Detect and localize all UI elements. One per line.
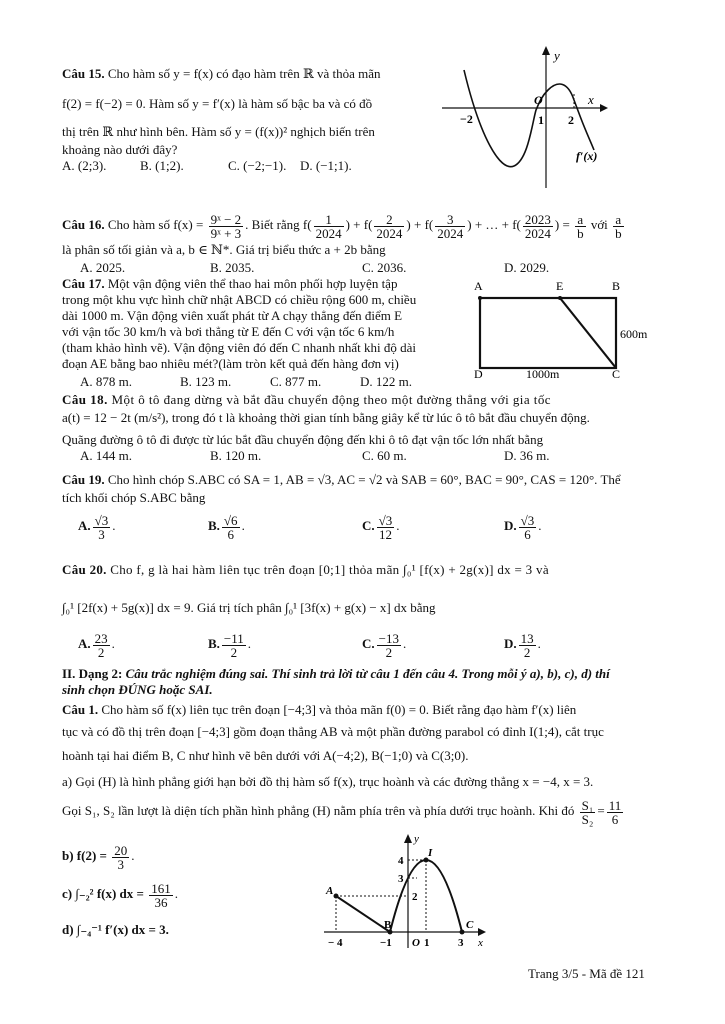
x-axis-arrow [600, 104, 608, 112]
x-label: x [478, 937, 483, 949]
q15-line-3: thị trên ℝ như hình bên. Hàm số y = (f(x))² nghịch biến trên [62, 124, 375, 139]
q18-option-a: A. 144 m. [80, 448, 132, 463]
q16-option-a: A. 2025. [80, 260, 126, 275]
tick-y2: 2 [412, 891, 418, 903]
tick-x3: 3 [458, 937, 464, 949]
q17-label: Câu 17. [62, 276, 105, 291]
p2q1-line-1: Cho hàm số f(x) liên tục trên đoạn [−4;3] và thỏa mãn f(0) = 0. Biết rằng đạo hàm f′(x) liên [101, 702, 577, 717]
origin-label: O [534, 93, 543, 107]
derivative-curve [464, 70, 594, 167]
p2q1-part-a-2: Gọi S₁, S₂ lần lượt là diện tích phần hình phẳng (H) nằm phía trên và phía dưới trục hoành. Khi đó $\frac{\text{S₁}}{\text{S₂}}$ = $\frac{11}{6}$ [62, 797, 622, 827]
q19-option-b: B. $\frac{√6}{6}$ . [208, 512, 245, 542]
tick-xm1: −1 [380, 937, 392, 949]
label-c: C [612, 367, 621, 380]
label-i: I [428, 847, 433, 859]
p2q1-line-2: tục và có đồ thị trên đoạn [−4;3] gồm đoạn thẳng AB và một phần đường parabol có đỉnh I(1;4), cắt trục [62, 724, 604, 739]
point-a-dot [478, 296, 482, 300]
q15-option-b: B. (1;2). [140, 158, 184, 173]
q19-line-1: Cho hình chóp S.ABC có SA = 1, AB = √3, AC = √2 và SAB = 60°, BAC = 90°, CAS = 120°. Thể [107, 472, 621, 487]
part-2-instructions: Câu trắc nghiệm đúng sai. Thí sinh trả lời từ câu 1 đến câu 4. Trong mỗi ý a), b), c), d) thí [125, 666, 610, 681]
q17-line-6: đoạn AE bằng bao nhiêu mét?(làm tròn kết quả đến hàng đơn vị) [62, 356, 399, 371]
q19-option-d: D. $\frac{√3}{6}$ . [504, 512, 542, 542]
p2q1-line-3: hoành tại hai điểm B, C như hình vẽ bên dưới với A(−4;2), B(−1;0) và C(3;0). [62, 748, 469, 763]
q15-option-a: A. (2;3). [62, 158, 107, 173]
q17-option-d: D. 122 m. [360, 374, 412, 389]
p2q1-part-d: d) ∫₋₄⁻¹ f′(x) dx = 3. [62, 922, 169, 937]
q15-option-c: C. (−2;−1). [228, 158, 287, 173]
label-height: 600m [620, 327, 648, 341]
tick-y3: 3 [398, 873, 404, 885]
label-b: B [612, 279, 621, 293]
segment-ab [336, 896, 390, 932]
q18-label: Câu 18. [62, 392, 108, 407]
label-width: 1000m [526, 367, 560, 380]
q19-option-c: C. $\frac{√3}{12}$ . [362, 512, 400, 542]
point-e-dot [558, 296, 562, 300]
label-c: C [466, 919, 474, 931]
label-d: D [474, 367, 483, 380]
q15-derivative-graph [440, 42, 610, 192]
label-b: B [384, 919, 392, 931]
q18-option-c: C. 60 m. [362, 448, 407, 463]
q17-option-c: C. 877 m. [270, 374, 322, 389]
p2q1-part-c: c) ∫₋₂² f(x) dx = $\frac{161}{36}$ . [62, 880, 178, 910]
part-2-instructions-2: sinh chọn ĐÚNG hoặc SAI. [62, 682, 213, 697]
label-a: A [474, 279, 483, 293]
q15-line-1: Cho hàm số y = f(x) có đạo hàm trên ℝ và thỏa mãn [107, 66, 381, 81]
q15-option-d: D. (−1;1). [300, 158, 352, 173]
q19-label: Câu 19. [62, 472, 105, 487]
label-e: E [556, 279, 564, 293]
part-2-title: II. Dạng 2: [62, 666, 123, 681]
q20-line-2: ∫₀¹ [2f(x) + 5g(x)] dx = 9. Giá trị tích phân ∫₀¹ [3f(x) + g(x) − x] dx bằng [62, 600, 436, 615]
p2q1-part-b: b) f(2) = $\frac{20}{3}$ . [62, 842, 135, 872]
p2q1-label: Câu 1. [62, 702, 99, 717]
origin-label: O [412, 937, 420, 949]
y-label: y [554, 48, 560, 63]
q18-line-2: a(t) = 12 − 2t (m/s²), trong đó t là khoảng thời gian tính bằng giây kể từ lúc ô tô bắt đầu chuyển động. [62, 410, 590, 425]
tick-1: 1 [538, 113, 544, 127]
q15-line-2: f(2) = f(−2) = 0. Hàm số y = f′(x) là hàm số bậc ba và có đồ [62, 96, 373, 111]
q17-line-3: dài 1000 m. Vận động viên xuất phát từ A chạy thẳng đến điểm E [62, 308, 403, 323]
p2q1-derivative-graph [318, 832, 488, 954]
q15-line-4: khoảng nào dưới đây? [62, 142, 178, 157]
q17-line-4: với vận tốc 30 km/h và bơi thẳng từ E đến C với vận tốc 6 km/h [62, 324, 395, 339]
q17-option-b: B. 123 m. [180, 374, 232, 389]
rectangle-abcd [480, 298, 616, 368]
q20-option-b: B. $\frac{-11}{2}$ . [208, 630, 252, 660]
q18-line-3: Quãng đường ô tô đi được từ lúc bắt đầu chuyển động đến khi ô tô đạt vận tốc lớn nhất bằng [62, 432, 544, 447]
q19-line-2: tích khối chóp S.ABC bằng [62, 490, 206, 505]
x-label: x [588, 92, 594, 107]
y-axis-arrow [404, 834, 412, 843]
tick-2: 2 [568, 113, 574, 127]
curve-label: f′(x) [576, 149, 598, 163]
q18-option-d: D. 36 m. [504, 448, 550, 463]
q16-option-d: D. 2029. [504, 260, 550, 275]
q20-option-d: D. $\frac{13}{2}$ . [504, 630, 541, 660]
tick-xm4: − 4 [328, 937, 343, 949]
segment-ec [560, 298, 616, 368]
q20-line-1: Cho f, g là hai hàm liên tục trên đoạn [0;1] thỏa mãn ∫₀¹ [f(x) + 2g(x)] dx = 3 và [110, 562, 549, 577]
q16-option-c: C. 2036. [362, 260, 407, 275]
q16-line-2: là phân số tối giản và a, b ∈ ℕ*. Giá trị biểu thức a + 2b bằng [62, 242, 386, 257]
q16-text: Cho hàm số f(x) = [107, 217, 204, 232]
q18-line-1: Một ô tô đang dừng và bắt đầu chuyển động theo một đường thẳng với gia tốc [111, 392, 552, 407]
q18-option-b: B. 120 m. [210, 448, 262, 463]
y-axis-arrow [542, 46, 550, 55]
q17-line-2: trong một khu vực hình chữ nhật ABCD có chiều rộng 600 m, chiều [62, 292, 417, 307]
q20-option-a: A. $\frac{23}{2}$ . [78, 630, 115, 660]
q17-option-a: A. 878 m. [80, 374, 132, 389]
q17-rectangle-figure [466, 276, 662, 380]
x-axis-arrow [478, 928, 486, 936]
point-a [334, 894, 339, 899]
q17-line-1: Một vận động viên thể thao hai môn phối hợp luyện tập [107, 276, 398, 291]
q17-line-5: (tham khảo hình vẽ). Vận động viên đó đến C nhanh nhất khi độ dài [62, 340, 416, 355]
page-footer: Trang 3/5 - Mã đề 121 [528, 966, 645, 981]
y-label: y [414, 833, 419, 845]
label-a: A [326, 885, 334, 897]
q15-label: Câu 15. [62, 66, 105, 81]
q16-func-frac: $\frac{\text{9ˣ − 2}}{\text{9ˣ + 3}}$ [210, 211, 242, 241]
q20-option-c: C. $\frac{-13}{2}$ . [362, 630, 407, 660]
q20-label: Câu 20. [62, 562, 107, 577]
tick-y4: 4 [398, 855, 404, 867]
tick-neg2: −2 [460, 112, 473, 126]
point-c [460, 930, 465, 935]
q16-label: Câu 16. [62, 217, 105, 232]
q19-option-a: A. $\frac{√3}{3}$ . [78, 512, 116, 542]
tick-x1: 1 [424, 937, 430, 949]
p2q1-part-a-1: a) Gọi (H) là hình phẳng giới hạn bởi đồ thị hàm số f(x), trục hoành và các đường thẳng x = −4, x = 3. [62, 774, 594, 789]
q16-option-b: B. 2035. [210, 260, 255, 275]
